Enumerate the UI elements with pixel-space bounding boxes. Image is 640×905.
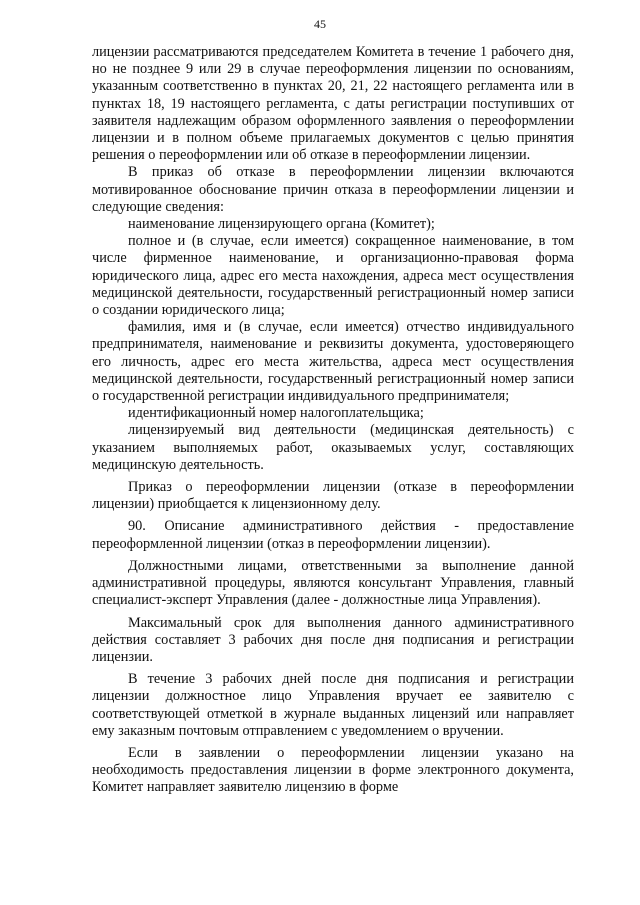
paragraph: Должностными лицами, ответственными за выполнение данной административной процедуры, являются консультант Управления, главный специалист-эксперт Управления (далее - должностные лица Управления).	[92, 557, 574, 609]
paragraph: Если в заявлении о переоформлении лицензии указано на необходимость предоставления лицензии в форме электронного документа, Комитет направляет заявителю лицензию в форме	[92, 744, 574, 796]
paragraph: Приказ о переоформлении лицензии (отказе в переоформлении лицензии) приобщается к лицензионному делу.	[92, 479, 574, 513]
paragraph: В течение 3 рабочих дней после дня подписания и регистрации лицензии должностное лицо Управления вручает ее заявителю с соответствующей отметкой в журнале выданных лицензий или направляет ему заказным почтовым отправлением с уведомлением о вручении.	[92, 671, 574, 739]
paragraph: Максимальный срок для выполнения данного административного действия составляет 3 рабочих дня после дня подписания и регистрации лицензии.	[92, 614, 574, 665]
document-body	[92, 44, 574, 797]
paragraph: идентификационный номер налогоплательщика;	[128, 405, 424, 422]
paragraph: лицензируемый вид деятельности (медицинская деятельность) с указанием выполняемых работ, оказываемых услуг, составляющих медицинскую деятельность.	[92, 422, 574, 473]
paragraph: фамилия, имя и (в случае, если имеется) отчество индивидуального предпринимателя, наименование и реквизиты документа, удостоверяющего его личность, адрес его места жительства, адреса мест осуществления медицинской деятельности, государственный регистрационный номер записи о государственной регистрации индивидуального предпринимателя;	[92, 319, 574, 405]
paragraph: полное и (в случае, если имеется) сокращенное наименование, в том числе фирменное наименование, и организационно-правовая форма юридического лица, адрес его места нахождения, адреса мест осуществления медицинской деятельности, государственный регистрационный номер записи о создании юридического лица;	[92, 233, 574, 319]
paragraph: наименование лицензирующего органа (Комитет);	[128, 216, 435, 233]
paragraph: В приказ об отказе в переоформлении лицензии включаются мотивированное обоснование причин отказа в переоформлении лицензии и следующие сведения:	[92, 164, 574, 215]
page-number: 45	[314, 17, 326, 31]
paragraph: лицензии рассматриваются председателем Комитета в течение 1 рабочего дня, но не позднее 9 или 29 в случае переоформления лицензии по основаниям, указанным соответственно в пунктах 20, 21, 22 настоящего регламента или в пунктах 18, 19 настоящего регламента, с даты регистрации поступивших от заявителя надлежащим образом оформленного заявления о переоформлении лицензии и в полном объеме прилагаемых документов с целью принятия решения о переоформлении или об отказе в переоформлении лицензии.	[92, 44, 574, 164]
paragraph: 90. Описание административного действия - предоставление переоформленной лицензии (отказ в переоформлении лицензии).	[92, 518, 574, 552]
